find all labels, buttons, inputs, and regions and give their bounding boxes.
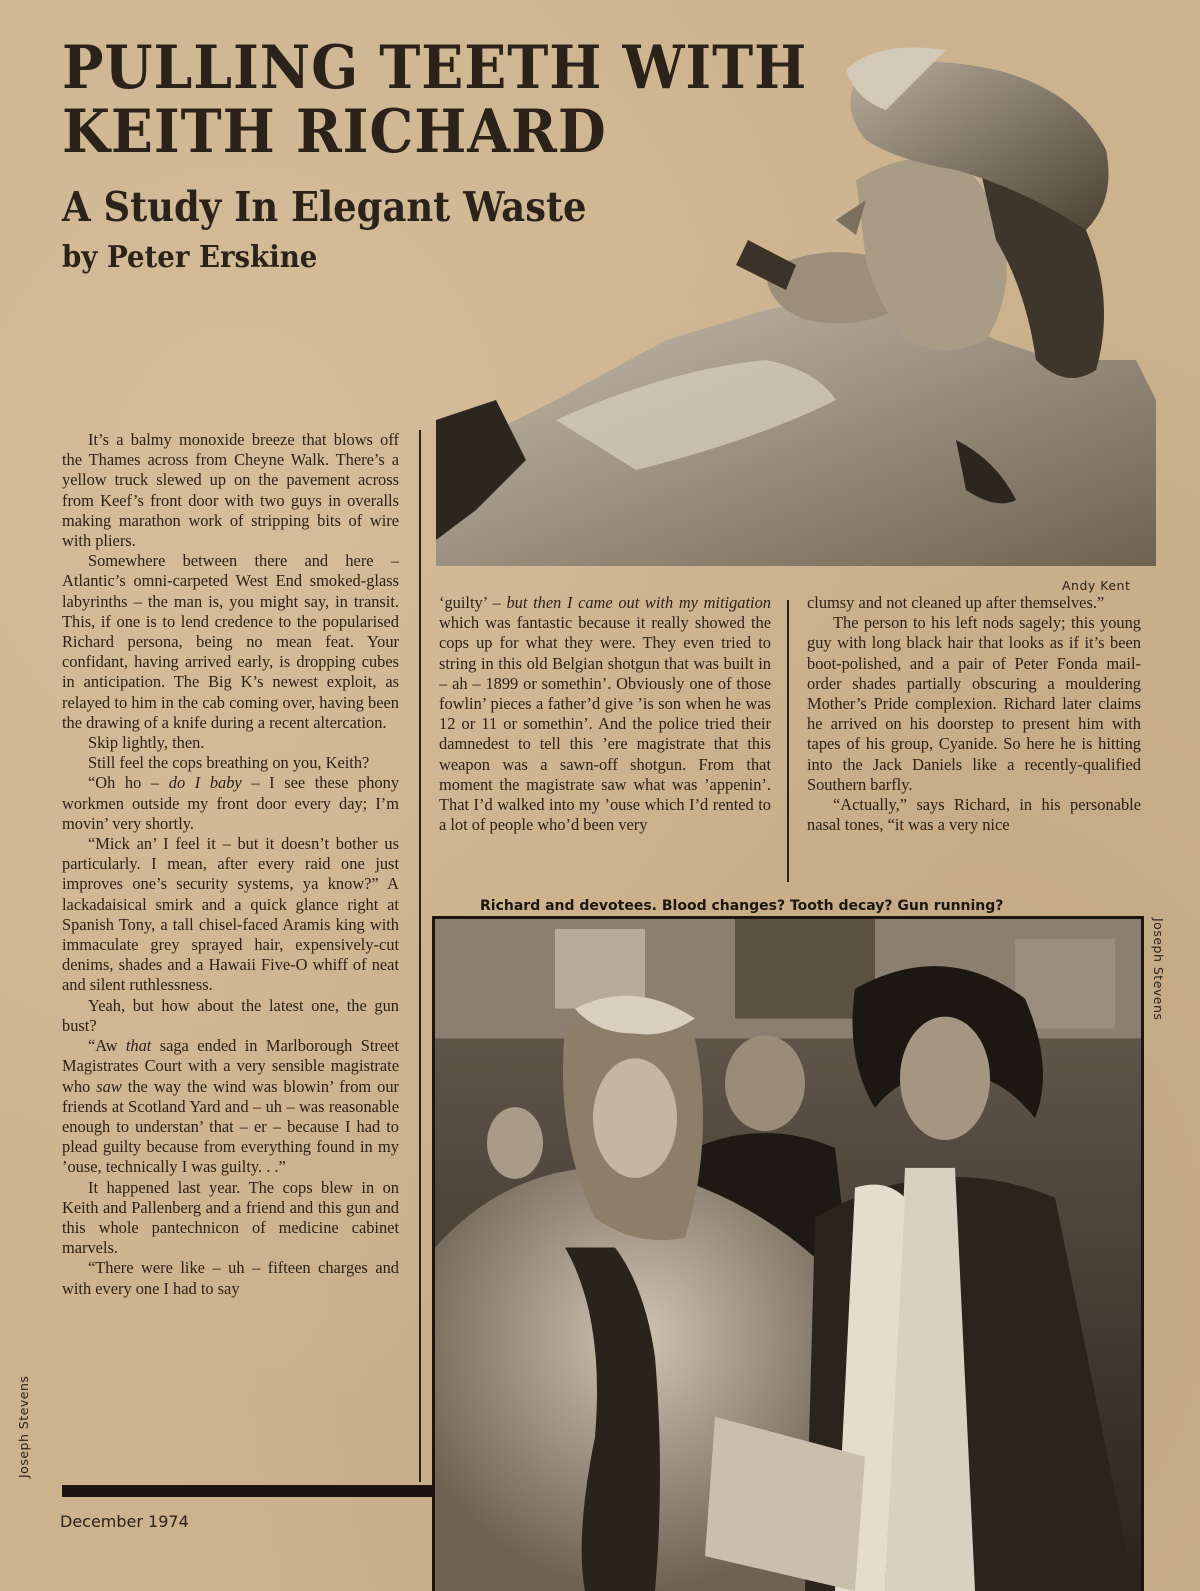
paragraph: clumsy and not cleaned up after themselves.” xyxy=(807,593,1105,612)
article-column-3 xyxy=(807,593,1141,885)
italic-run: do I baby xyxy=(168,773,242,793)
top-photo-image xyxy=(436,40,1156,566)
headline-line-1: PULLING TEETH WITH xyxy=(62,33,808,103)
text-run: which was fantastic because it really showed the cops up for what they were. They even tried to string in this old Belgian shotgun that was built in – ah – 1899 or somethin’. Obviously one of those fowlin’ pieces a father’d give ’is son when he was 12 or 11 or somethin’. And the police tried their damnedest to tell this ’ere magistrate that this weapon was a sawn-off shotgun. From that moment the magistrate saw what was ’appenin’. That I’d walked into my ’ouse which I’d rented to a lot of people who’d been very xyxy=(439,613,771,835)
paragraph: “Mick an’ I feel it – but it doesn’t bother us particularly. I mean, after every raid one just improves one’s security systems, ya know?” A lackadaisical smirk and a quick glance right at Spanish Tony, a tall chisel-faced Aramis king with immaculate grey sprayed hair, expensively-cut denims, shades and a Hawaii Five-O whiff of neat and silent ruthlessness. xyxy=(62,834,399,995)
paragraph: It’s a balmy monoxide breeze that blows off the Thames across from Cheyne Walk. There’s a yellow truck slewed up on the pavement across from Keef’s front door with two guys in overalls making marathon work of stripping bits of wire with pliers. xyxy=(62,430,399,551)
photo-credit-top: Andy Kent xyxy=(1062,578,1131,593)
bottom-photo-image xyxy=(435,919,1141,1591)
top-photo xyxy=(436,40,1156,566)
paragraph: Somewhere between there and here – Atlantic’s omni-carpeted West End smoked-glass labyrinths – the man is, you might say, in transit. This, if one is to lend credence to the popularised Richard persona, being no mean feat. Your confidant, having arrived early, is dropping cubes in anticipation. The Big K’s newest exploit, as relayed to him in the cab coming over, having been the drawing of a knife during a recent altercation. xyxy=(62,551,399,732)
paragraph: “Actually,” says Richard, in his personable nasal tones, “it was a very nice xyxy=(807,795,1141,835)
article-column-2 xyxy=(439,593,771,885)
paragraph xyxy=(62,773,399,834)
text-run: the way the wind was blowin’ from our friends at Scotland Yard and – uh – was reasonable enough to understan’ that – er – because I had to plead guilty because from everything found in my ’ouse, technically I was guilty. . .” xyxy=(62,1076,400,1177)
paragraph: Skip lightly, then. xyxy=(88,733,205,753)
paragraph: Yeah, but how about the latest one, the gun bust? xyxy=(62,995,399,1035)
text-run: – I see these phony workmen outside my front door every day; I’m movin’ very shortly. xyxy=(62,773,400,833)
text-run: saga ended in Marlborough Street Magistrates Court with a very sensible magistrate who xyxy=(62,1036,399,1096)
italic-run: that xyxy=(125,1036,152,1056)
footer-rule xyxy=(62,1485,434,1497)
headline-line-2: KEITH RICHARD xyxy=(62,97,607,167)
paragraph: Still feel the cops breathing on you, Keith? xyxy=(88,753,370,773)
article-column-1 xyxy=(62,430,399,1299)
bottom-photo xyxy=(432,916,1144,1591)
italic-run: saw xyxy=(96,1076,122,1096)
paragraph: “There were like – uh – fifteen charges and with every one I had to say xyxy=(62,1258,399,1298)
paragraph: It happened last year. The cops blew in on Keith and Pallenberg and a friend and this gun and this whole pantechnicon of medicine cabinet marvels. xyxy=(62,1177,399,1258)
photo-credit-bottom: Joseph Stevens xyxy=(1151,918,1166,1021)
photo-credit-margin: Joseph Stevens xyxy=(16,1375,31,1478)
paragraph xyxy=(62,1036,399,1177)
subheadline: A Study In Elegant Waste xyxy=(62,183,587,231)
byline: by Peter Erskine xyxy=(62,240,318,275)
column-rule-1 xyxy=(419,430,421,1482)
paragraph: The person to his left nods sagely; this young guy with long black hair that looks as if it’s been boot-polished, and a pair of Peter Fonda mail-order shades partially obscuring a mouldering Mother’s Pride complexion. Richard later claims he arrived on his doorstep to present him with tapes of his group, Cyanide. So here he is hitting into the Jack Daniels like a recently-qualified Southern barfly. xyxy=(807,613,1141,794)
paragraph xyxy=(439,593,771,835)
italic-run: but then I came out with my mitigation xyxy=(506,593,771,612)
column-rule-2 xyxy=(787,600,789,882)
text-run: “Oh ho – xyxy=(88,773,169,793)
photo-caption: Richard and devotees. Blood changes? Tooth decay? Gun running? xyxy=(480,898,1004,914)
text-run: “Aw xyxy=(88,1036,126,1056)
text-run: ‘guilty’ – xyxy=(439,593,507,612)
issue-date: December 1974 xyxy=(60,1512,189,1531)
